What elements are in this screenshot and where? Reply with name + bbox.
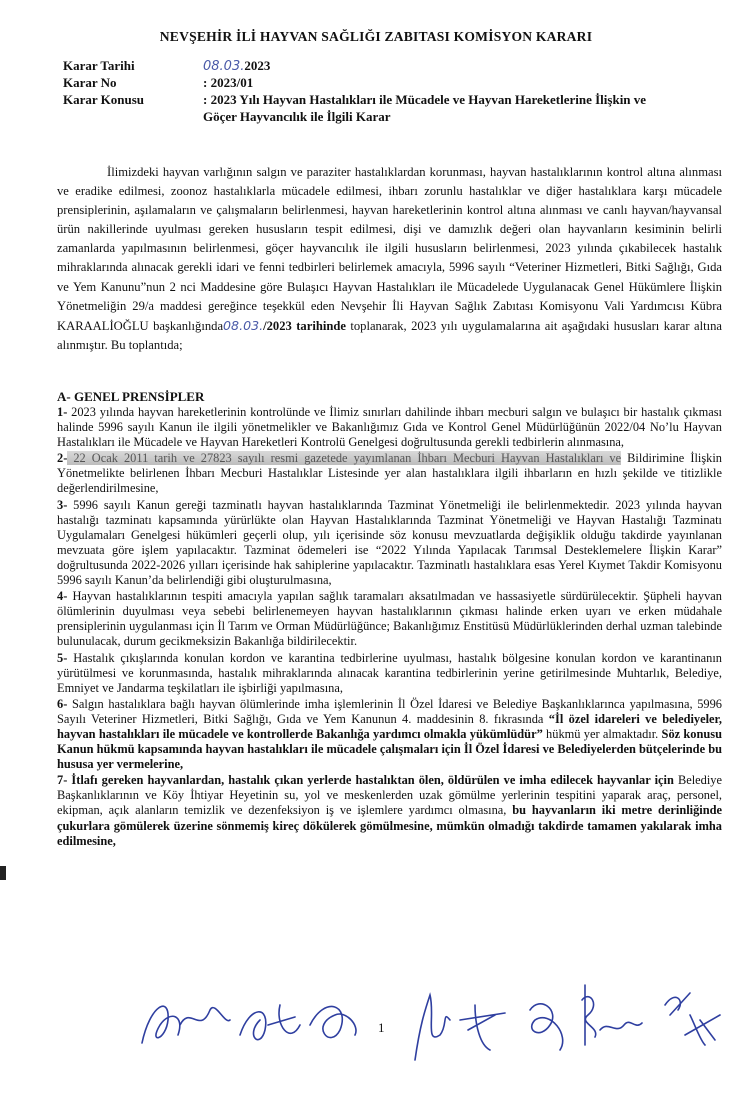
principle-item	[57, 697, 722, 772]
meta-value	[203, 75, 253, 91]
meta-value	[203, 109, 391, 125]
signatures	[130, 965, 730, 1065]
principles-list	[57, 405, 722, 850]
item-text: 22 Ocak 2011 tarih ve 27823 sayılı resmi gazetede yayımlanan İhbarı Mecburi Hayvan Hastalıkları ve	[67, 451, 622, 466]
item-text: Söz konusu Kanun hükmü kapsamında hayvan hastalıkları ile mücadele çalışmaları için İl Özel İdaresi ve Belediyelerden bütçelerinde bu hususa yer vermelerine,	[57, 726, 722, 772]
intro-text: İlimizdeki hayvan varlığının salgın ve paraziter hastalıklardan korunması, hayvan hastalıklarının kontrol altına alınması ve eradike edilmesi, zoonoz hastalıklarla mücadele edilmesi, ihbarı zorunlu hastalıklar ve diğer hastalıklara karşı mücadele prensiplerinin, aşılamaların ve çalışmaların belirlenmesi, hayvan hareketlerinin kontrol altına alınması ve canlı hayvan/hayvansal ürün nakillerinde uyulması gereken hususların tespit edilmesi, dişi ve damızlık değeri olan hayvanların kesiminin belirli zamanlarda yapılmasının belirlenmesi, göçer hayvancılık ile ilgili hususların belirlenmesi, 2023 yılında çıkabilecek hastalık mihraklarında alınacak gerekli idari ve fenni tedbirleri belirlemek amacıyla, 5996 sayılı “Veteriner Hizmetleri, Bitki Sağlığı, Gıda ve Yem Kanunu”nun 2 nci Maddesine göre Bulaşıcı Hayvan Hastalıkları ile Mücadelede Uygulanacak Genel Hükümlere İlişkin Yönetmeliğin 29/a maddesi gereğince teşekkül eden Nevşehir İli Hayvan Sağlık Zabıtası Komisyonu Vali Yardımcısı Kübra KARAALİOĞLU başkanlığında	[57, 165, 722, 333]
item-text: “İl özel idareleri ve belediyeler, hayvan hastalıkları ile mücadele ve kontrollerde Bakanlığa yardımcı olmakla yükümlüdür”	[57, 711, 723, 741]
principle-item	[57, 405, 722, 450]
meta-value-text: Göçer Hayvancılık ile İlgili Karar	[203, 109, 391, 124]
principle-item	[57, 451, 722, 496]
item-text: Bildirimine İlişkin Yönetmelikte belirlenen İhbarı Mecburi Hastalıklar Listesinde yer alan hastalıklara ilgili ihbarların en hızlı şekilde ve titizlikle değerlendirilmesine,	[57, 451, 723, 496]
intro-date-bold: /2023 tarihinde	[263, 318, 346, 333]
meta-label: Karar No	[63, 75, 117, 90]
item-number: 5-	[57, 650, 68, 665]
meta-value-text: : 2023 Yılı Hayvan Hastalıkları ile Mücadele ve Hayvan Hareketlerine İlişkin ve	[203, 92, 647, 107]
principle-item	[57, 651, 722, 696]
handwritten-date: 08.03.	[223, 317, 264, 333]
item-text: Hayvan hastalıklarının tespiti amacıyla yapılan sağlık taramaları aksatılmadan ve hassasiyetle sürdürülecektir. Şüpheli hayvan ölümlerinin duyulması veya sebebi belirlenemeyen hayvan hastalıklarının çıkması halinde erken uyarı ve erken müdahale prensiplerinin uygulanması için İl Tarım ve Orman Müdürlüğünce; Bakanlığımız Enstitüsü Müdürlüklerinden derhal uzman talebinde bulunulacak, durum gecikmeksizin Bakanlığa bildirilecektir.	[57, 589, 722, 649]
item-text: hükmü yer almaktadır.	[542, 726, 662, 741]
item-text: 2023 yılında hayvan hareketlerinin kontrolünde ve İlimiz sınırları dahilinde ihbarı mecburi salgın ve bulaşıcı bir hastalık çıkması halinde 5996 sayılı Kanun ile ilgili yönetmelikler ve Bakanlığımız Gıda ve Kontrol Genel Müdürlüğünün 2022/04 No’lu Hayvan Hastalıkları ile Mücadele ve Hayvan Hareketleri Kontrolü Genelgesi doğrultusunda gerekli tedbirlerin alınmasına,	[57, 405, 722, 450]
meta-value-text: : 2023/01	[203, 75, 254, 90]
intro-paragraph	[57, 163, 722, 355]
principle-item	[57, 773, 722, 848]
item-number: 1-	[57, 405, 68, 419]
item-text: Belediye Başkanlıklarının ve Köy İhtiyar Heyetinin su, yol ve meskenlerden uzak gömülme yerlerinin tespitini yaparak araç, personel, ekipman, açık alanların temizlik ve dezenfeksiyon iş ve işlemlere yardımcı olmasına,	[57, 773, 722, 818]
document-title: NEVŞEHİR İLİ HAYVAN SAĞLIĞI ZABITASI KOMİSYON KARARI	[159, 29, 593, 44]
item-text: bu hayvanların iki metre derinliğinde çukurlara gömülerek üzerine sönmemiş kireç dökülerek gömülmesine, mümkün olmadığı takdirde tamamen yakılarak imha edilmesine,	[57, 803, 723, 848]
item-number: 3-	[57, 497, 68, 512]
meta-value	[203, 92, 646, 108]
item-text: Hastalık çıkışlarında konulan kordon ve karantina tedbirlerine uyulması, hastalık bölgesine konulan kordon ve karantinanın yürütülmesi ve korunmasında, hastalık mihraklarında alınacak karantina tedbirlerinin yerine getirilmesinde Muhtarlık, Belediye, Emniyet ve Jandarma teşkilatları ile işbirliği yapılmasına,	[57, 650, 722, 695]
item-number: 4-	[57, 589, 68, 604]
page-number: 1	[378, 1020, 385, 1035]
item-number: 2-	[57, 451, 68, 466]
item-number: 7-	[57, 773, 68, 788]
principle-item	[57, 498, 722, 589]
handwritten-date: 08.03.	[203, 59, 245, 74]
item-text: 5996 sayılı Kanun gereği tazminatlı hayvan hastalıklarında Tazminat Yönetmeliği ile belirlenmektedir. 2023 yılında hayvan hastalığı tazminatı kapsamında yürürlükte olan Hayvan Hastalıklarında Tazminat Yönetmeliği ve Hayvan Hastalığı Tazminatı Uygulamaları Genelgesi hükümleri geçerli olup, yılı içerisinde söz konusu mevzuatlarda değişiklik olduğu takdirde yayınlanan mevzuata göre işlem yapılacaktır. Tazminat ödemeleri ise “2022 Yılında Yapılacak Tarımsal Desteklemelere İlişkin Karar” doğrultusunda 2022-2026 yılları içerisinde hak sahiplerine yapılacaktır. Tazminatlı hastalıklara esas Yerel Kıymet Takdir Komisyonu 5996 sayılı Kanun’da belirlendiği gibi oluşturulmasına,	[57, 497, 722, 588]
scan-edge-mark	[0, 866, 6, 880]
meta-label: Karar Tarihi	[63, 58, 135, 73]
meta-label: Karar Konusu	[63, 92, 145, 107]
meta-value	[203, 58, 270, 75]
item-text: İtlafı gereken hayvanlardan, hastalık çıkan yerlerde hastalıktan ölen, öldürülen ve imha edilecek hayvanlar için	[67, 773, 674, 788]
item-number: 6-	[57, 696, 68, 711]
item-text: Salgın hastalıklara bağlı hayvan ölümlerinde imha işlemlerinin İl Özel İdaresi ve Belediye Başkanlıklarınca yapılmasına, 5996 Sayılı Veteriner Hizmetleri, Bitki Sağlığı, Gıda ve Yem Kanunun 4. maddesinin 8. fıkrasında	[57, 696, 722, 726]
section-title: A- GENEL PRENSİPLER	[57, 389, 205, 404]
meta-value-text: 2023	[244, 58, 271, 73]
principle-item	[57, 589, 722, 649]
intro-text-end: toplanarak, 2023 yılı uygulamalarına ait aşağıdaki hususları karar altına alınmıştır. Bu toplantıda;	[57, 318, 722, 352]
